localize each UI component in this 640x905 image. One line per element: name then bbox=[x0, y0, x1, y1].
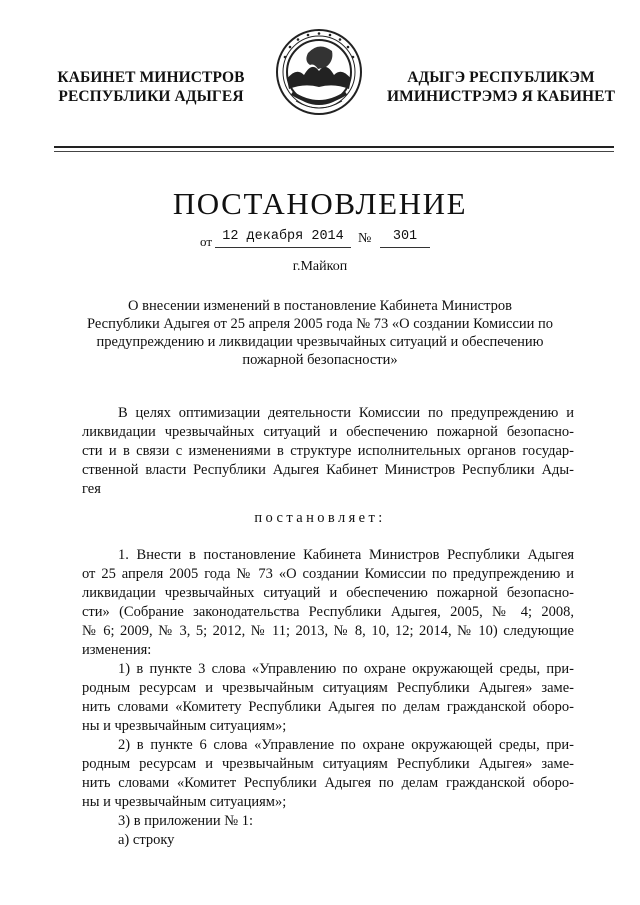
body-line: нить словами «Комитету Республики Адыгея по делам гражданской оборо- bbox=[82, 699, 574, 715]
body-line: а) строку bbox=[118, 832, 175, 848]
body-line: родным ресурсам и чрезвычайным ситуациям Республики Адыгея» заме- bbox=[82, 680, 574, 696]
date-number-line bbox=[0, 229, 640, 251]
number-sign: № bbox=[358, 231, 372, 246]
decree-number: 301 bbox=[380, 229, 430, 248]
body-line: № 6; 2009, № 3, 5; 2012, № 11; 2013, № 8, 10, 12; 2014, № 10) следующие bbox=[82, 623, 574, 639]
preamble-paragraph bbox=[82, 404, 574, 499]
subject-line: пожарной безопасности» bbox=[242, 352, 398, 368]
decree-body bbox=[82, 546, 574, 850]
header-right-line-2: ИМИНИСТРЭМЭ Я КАБИНЕТ bbox=[386, 88, 616, 105]
subject-line: Республики Адыгея от 25 апреля 2005 года № 73 «О создании Комиссии по bbox=[87, 316, 553, 332]
body-line: 1) в пункте 3 слова «Управлению по охране окружающей среды, при- bbox=[118, 661, 574, 677]
subject-line: предупреждению и ликвидации чрезвычайных ситуаций и обеспечению bbox=[96, 334, 544, 350]
decree-subject bbox=[60, 297, 580, 369]
body-line: 3) в приложении № 1: bbox=[118, 813, 253, 829]
preamble-line: ственной власти Республики Адыгея Кабинет Министров Республики Ады- bbox=[82, 462, 574, 478]
body-line: ны и чрезвычайным ситуациям»; bbox=[82, 794, 287, 810]
body-line: сти» (Собрание законодательства Республики Адыгея, 2005, № 4; 2008, bbox=[82, 604, 574, 620]
coat-of-arms-emblem bbox=[274, 27, 364, 117]
body-line: 1. Внести в постановление Кабинета Министров Республики Адыгея bbox=[118, 547, 574, 563]
preamble-line: ликвидации чрезвычайных ситуаций и обеспечению пожарной безопасно- bbox=[82, 424, 574, 440]
subject-line: О внесении изменений в постановление Кабинета Министров bbox=[128, 298, 512, 314]
body-line: родным ресурсам и чрезвычайным ситуациям Республики Адыгея» заме- bbox=[82, 756, 574, 772]
header-divider-thin bbox=[54, 151, 614, 152]
header-left-line-1: КАБИНЕТ МИНИСТРОВ bbox=[57, 69, 245, 86]
body-line: 2) в пункте 6 слова «Управление по охране окружающей среды, при- bbox=[118, 737, 574, 753]
header-left-line-2: РЕСПУБЛИКИ АДЫГЕЯ bbox=[58, 88, 244, 105]
body-line: ны и чрезвычайным ситуациям»; bbox=[82, 718, 287, 734]
body-line: нить словами «Комитет Республики Адыгея по делам гражданской оборо- bbox=[82, 775, 574, 791]
date-prefix: от bbox=[200, 234, 213, 249]
preamble-line: В целях оптимизации деятельности Комиссии по предупреждению и bbox=[118, 405, 574, 421]
preamble-line: сти и в связи с изменениями в структуре исполнительных органов государ- bbox=[82, 443, 574, 459]
body-line: от 25 апреля 2005 года № 73 «О создании Комиссии по предупреждению и bbox=[82, 566, 574, 582]
emblem-icon bbox=[274, 27, 364, 117]
resolves-heading: постановляет: bbox=[254, 510, 386, 526]
decree-date: 12 декабря 2014 bbox=[215, 229, 351, 248]
document-title: ПОСТАНОВЛЕНИЕ bbox=[172, 186, 468, 221]
header-right-line-1: АДЫГЭ РЕСПУБЛИКЭМ bbox=[407, 69, 595, 86]
header-divider-thick bbox=[54, 146, 614, 148]
header-right-title bbox=[386, 68, 616, 106]
city-name: г.Майкоп bbox=[292, 259, 348, 274]
header-left-title bbox=[46, 68, 256, 106]
preamble-line: гея bbox=[82, 481, 101, 497]
body-line: изменения: bbox=[82, 642, 152, 658]
body-line: ликвидации чрезвычайных ситуаций и обеспечению пожарной безопасно- bbox=[82, 585, 574, 601]
